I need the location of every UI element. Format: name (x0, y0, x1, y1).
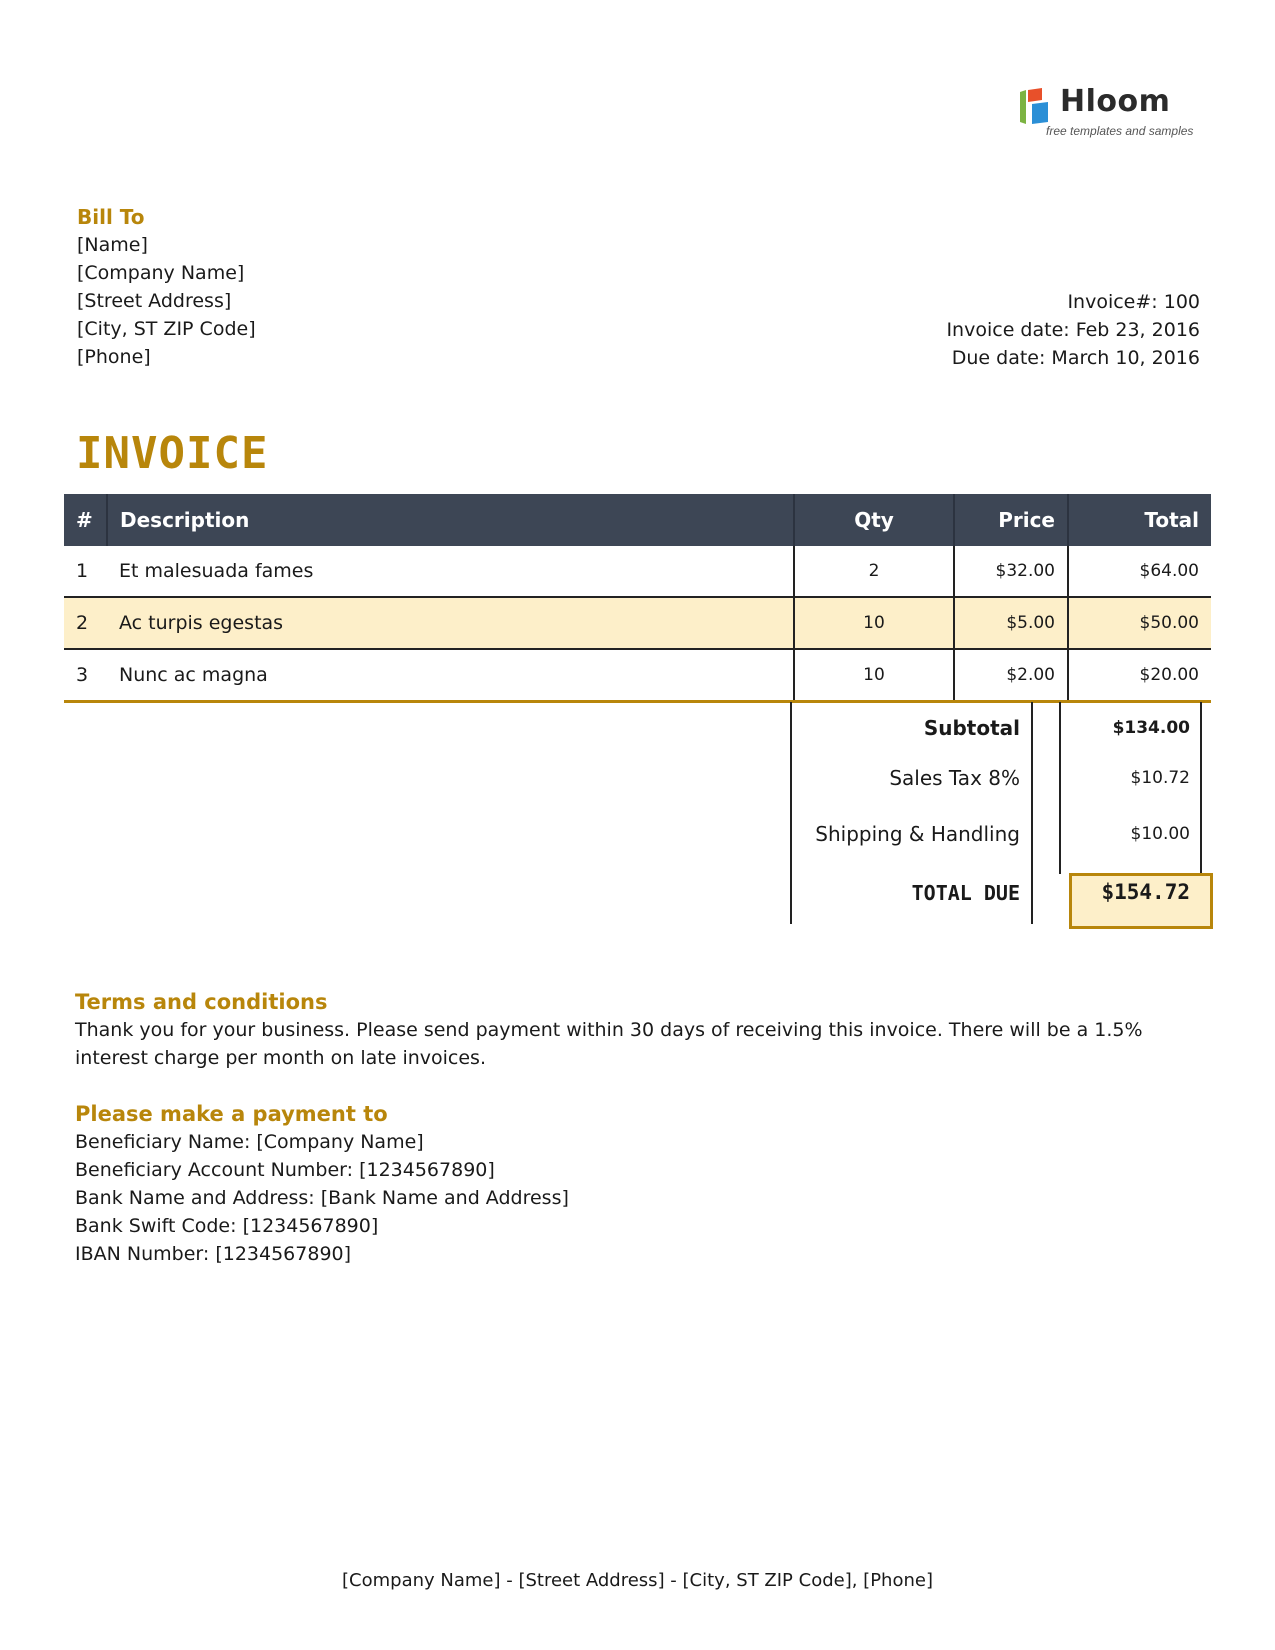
shipping-label: Shipping & Handling (815, 822, 1020, 846)
col-header-description: Description (107, 494, 794, 546)
row-total: $50.00 (1068, 597, 1211, 649)
iban-number: IBAN Number: [1234567890] (75, 1243, 352, 1265)
col-header-price: Price (954, 494, 1068, 546)
bill-to-company: [Company Name] (77, 262, 245, 284)
row-description: Et malesuada fames (107, 546, 794, 597)
totals-divider-mid (1031, 702, 1033, 924)
terms-text: Thank you for your business. Please send payment within 30 days of receiving this invoice. There will be a 1.5% interest charge per month on late invoices. (75, 1019, 1143, 1069)
invoice-date: Invoice date: Feb 23, 2016 (946, 319, 1200, 341)
totals-divider-edge (1200, 702, 1202, 874)
sales-tax-label: Sales Tax 8% (889, 766, 1020, 790)
hloom-logo-icon (1018, 86, 1058, 126)
row-number: 1 (64, 546, 107, 597)
total-due-label: TOTAL DUE (911, 881, 1020, 905)
table-row (64, 649, 1211, 702)
row-price: $5.00 (954, 597, 1068, 649)
bank-name-address: Bank Name and Address: [Bank Name and Address] (75, 1187, 569, 1209)
beneficiary-account: Beneficiary Account Number: [1234567890] (75, 1159, 495, 1181)
row-description: Ac turpis egestas (107, 597, 794, 649)
row-number: 3 (64, 649, 107, 702)
col-header-qty: Qty (794, 494, 954, 546)
row-number: 2 (64, 597, 107, 649)
invoice-title: INVOICE (76, 428, 269, 479)
col-header-total: Total (1068, 494, 1211, 546)
bill-to-phone: [Phone] (77, 346, 151, 368)
row-price: $2.00 (954, 649, 1068, 702)
line-items-table (64, 494, 1211, 703)
invoice-number: Invoice#: 100 (1067, 291, 1200, 313)
totals-divider-right (1059, 702, 1061, 874)
shipping-value: $10.00 (1130, 824, 1190, 844)
payment-heading: Please make a payment to (75, 1102, 388, 1126)
row-qty: 10 (794, 597, 954, 649)
logo-tagline: free templates and samples (1046, 124, 1194, 138)
bill-to-block (77, 203, 477, 371)
table-header-row (64, 494, 1211, 546)
bill-to-city: [City, ST ZIP Code] (77, 318, 256, 340)
hloom-logo (1018, 84, 1208, 140)
terms-heading: Terms and conditions (75, 990, 328, 1014)
row-total: $20.00 (1068, 649, 1211, 702)
bank-swift-code: Bank Swift Code: [1234567890] (75, 1215, 379, 1237)
bill-to-heading: Bill To (77, 205, 145, 229)
row-qty: 10 (794, 649, 954, 702)
table-row (64, 546, 1211, 597)
invoice-meta (780, 288, 1200, 372)
totals-divider-left (790, 702, 792, 924)
row-total: $64.00 (1068, 546, 1211, 597)
table-row (64, 597, 1211, 649)
subtotal-value: $134.00 (1112, 718, 1190, 738)
due-date: Due date: March 10, 2016 (951, 347, 1200, 369)
page-footer: [Company Name] - [Street Address] - [City, ST ZIP Code], [Phone] (342, 1570, 933, 1591)
row-description: Nunc ac magna (107, 649, 794, 702)
beneficiary-name: Beneficiary Name: [Company Name] (75, 1131, 424, 1153)
sales-tax-value: $10.72 (1130, 768, 1190, 788)
total-due-value: $154.72 (1101, 880, 1190, 904)
row-price: $32.00 (954, 546, 1068, 597)
bill-to-street: [Street Address] (77, 290, 232, 312)
subtotal-label: Subtotal (923, 716, 1020, 740)
bill-to-name: [Name] (77, 234, 148, 256)
col-header-number: # (64, 494, 107, 546)
terms-section (75, 988, 1215, 1072)
logo-brand: Hloom (1060, 84, 1171, 119)
row-qty: 2 (794, 546, 954, 597)
payment-section (75, 1100, 975, 1268)
